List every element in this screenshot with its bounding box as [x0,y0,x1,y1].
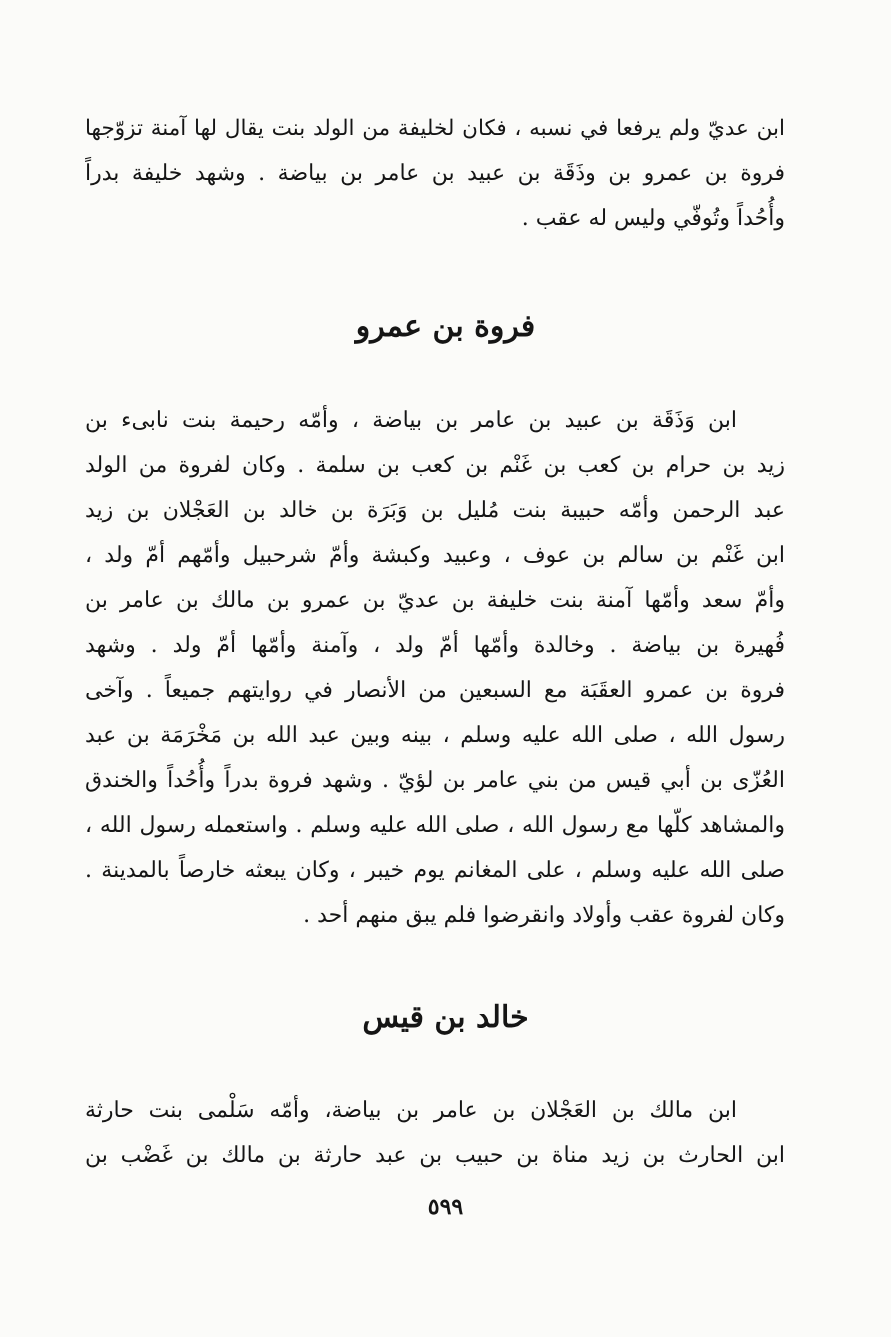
text-line: ابن وَذَقَة بن عبيد بن عامر بن بياضة ، وأمّه رحيمة بنت نابىء بن [85,408,737,433]
text-line: ابن الحارث بن زيد مناة بن حبيب بن عبد حارثة بن مالك بن غَضْب بن [85,1143,785,1168]
text-line: وأمّ سعد وأمّها آمنة بنت خليفة بن عديّ بن عمرو بن مالك بن عامر بن [85,588,785,613]
text-line: فروة بن عمرو العقَبَة مع السبعين من الأنصار في روايتهم جميعاً . وآخى [85,678,785,703]
page-number: ٥٩٩ [427,1194,464,1220]
text-line: فُهيرة بن بياضة . وخالدة وأمّها أمّ ولد ، وآمنة وأمّها أمّ ولد . وشهد [85,633,785,658]
text-line: ابن مالك بن العَجْلان بن عامر بن بياضة، وأمّه سَلْمى بنت حارثة [85,1098,737,1123]
text-line: ابن عديّ ولم يرفعا في نسبه ، فكان لخليفة من الولد بنت يقال لها آمنة تزوّجها [85,116,785,141]
section-heading: فروة بن عمرو [355,309,536,344]
text-line: والمشاهد كلّها مع رسول الله ، صلى الله عليه وسلم . واستعمله رسول الله ، [85,813,785,838]
text-line: وأُحُداً وتُوفّي وليس له عقب . [521,206,785,231]
section-heading: خالد بن قيس [362,1000,529,1035]
text-line: زيد بن حرام بن كعب بن غَنْم بن كعب بن سلمة . وكان لفروة من الولد [85,453,785,478]
intro-paragraph [85,106,785,241]
section-paragraph [85,398,785,938]
text-line: عبد الرحمن وأمّه حبيبة بنت مُليل بن وَبَرَة بن خالد بن العَجْلان بن زيد [85,498,785,523]
text-line: صلى الله عليه وسلم ، على المغانم يوم خيبر ، وكان يبعثه خارصاً بالمدينة . [85,858,785,883]
text-line: ابن غَنْم بن سالم بن عوف ، وعبيد وكبشة وأمّ شرحبيل وأمّهم أمّ ولد ، [85,543,785,568]
section-paragraph [85,1088,785,1178]
text-line: العُزّى بن أبي قيس من بني عامر بن لؤيّ . وشهد فروة بدراً وأُحُداً والخندق [85,768,785,793]
text-line: رسول الله ، صلى الله عليه وسلم ، بينه وبين عبد الله بن مَخْرَمَة بن عبد [85,723,785,748]
text-line: وكان لفروة عقب وأولاد وانقرضوا فلم يبق منهم أحد . [303,903,785,928]
text-line: فروة بن عمرو بن وذَقَة بن عبيد بن عامر بن بياضة . وشهد خليفة بدراً [85,161,785,186]
